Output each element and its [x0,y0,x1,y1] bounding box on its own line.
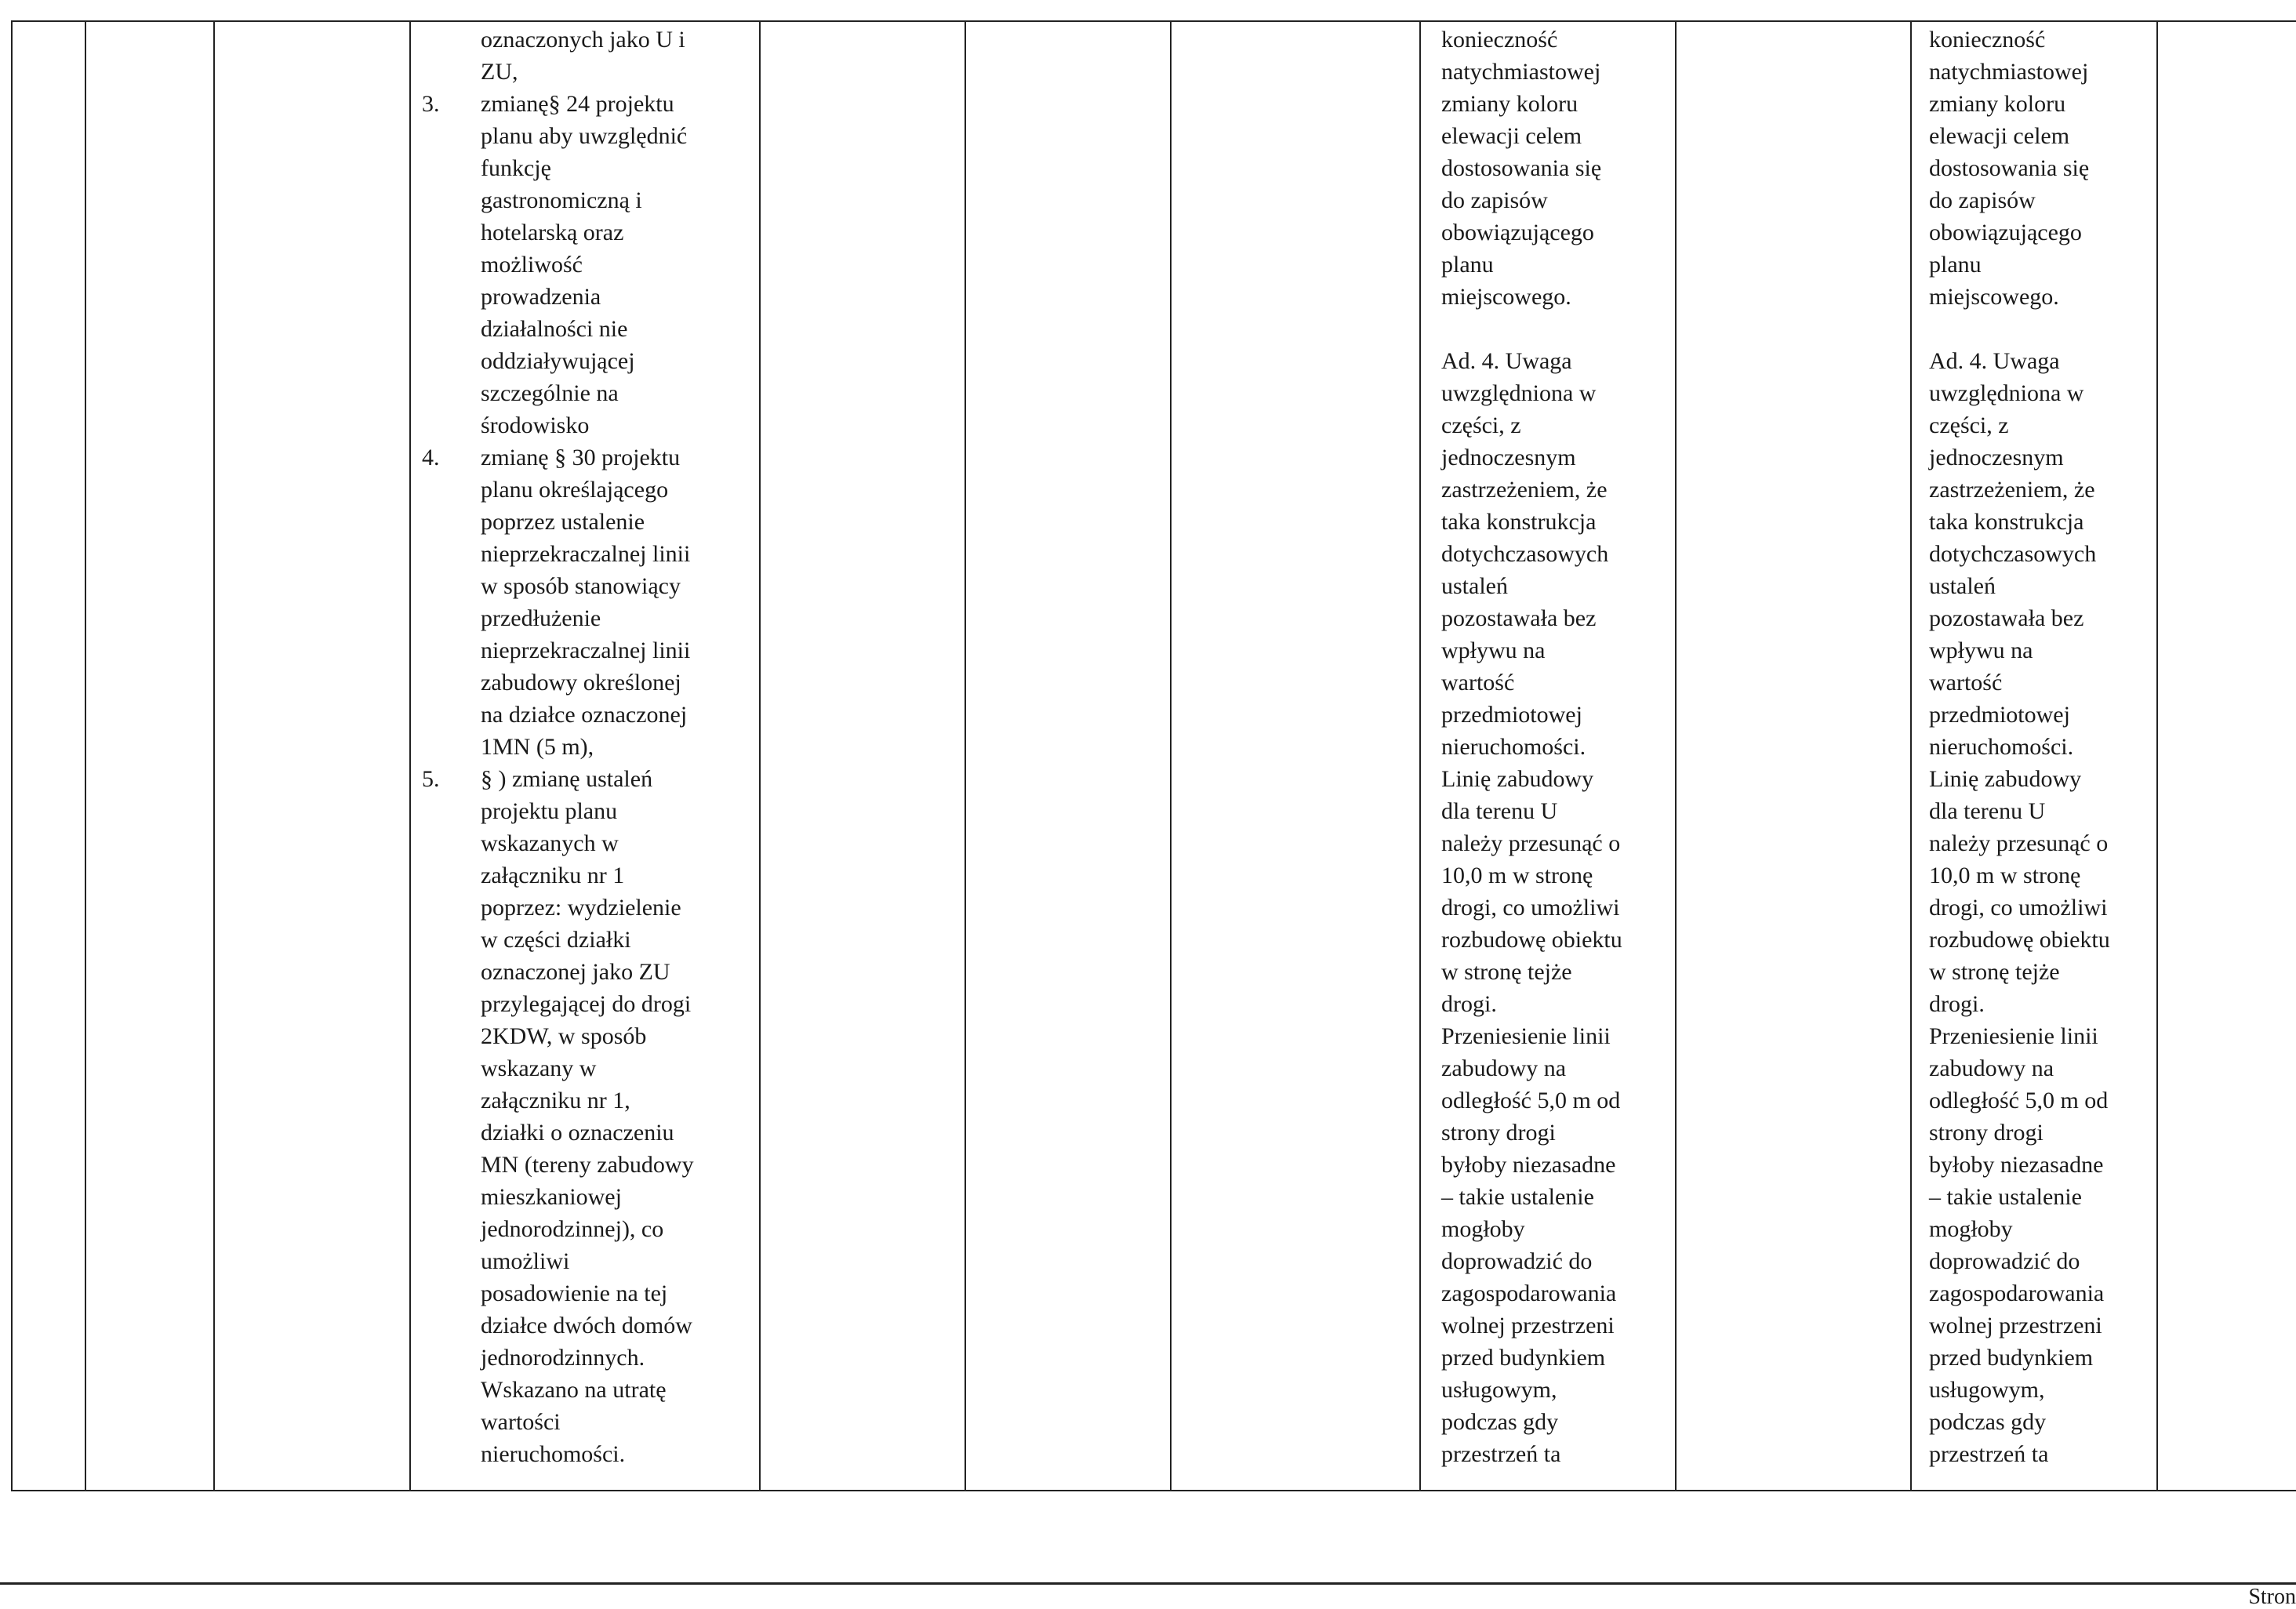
text-line: zmianę § 30 projektu [481,445,681,470]
text-line: doprowadzić do [1929,1248,2080,1274]
text-line: przylegającej do drogi [481,991,692,1017]
text-line: wolnej przestrzeni [1929,1313,2102,1338]
text-line: wskazanych w [481,830,619,856]
text-line: 10,0 m w stronę [1441,863,1593,888]
paragraph-gap [1441,313,1675,345]
text-line: nieruchomości. [1441,734,1586,760]
text-line: oznaczonej jako ZU [481,959,670,985]
text-line: w sposób stanowiący [481,573,681,599]
text-line: do zapisów [1441,187,1548,213]
text-line: pozostawała bez [1929,605,2084,631]
text-line: w stronę tejże [1441,959,1572,985]
text-line: dostosowania się [1441,155,1602,181]
text-line: doprowadzić do [1441,1248,1593,1274]
text-line: funkcję [481,155,551,181]
text-line: pozostawała bez [1441,605,1597,631]
text-line: obowiązującego [1441,220,1594,245]
text-line: jednorodzinnych. [481,1345,645,1371]
text-line: przedmiotowej [1929,702,2070,728]
text-line: 10,0 m w stronę [1929,863,2081,888]
text-line: natychmiastowej [1441,59,1601,85]
text-line: załączniku nr 1 [481,863,625,888]
text-line: planu [1441,252,1494,278]
text-line: Wskazano na utratę [481,1377,667,1403]
text-line: drogi. [1441,991,1497,1017]
text-line: jednoczesnym [1441,445,1576,470]
text-line: Przeniesienie linii [1929,1023,2098,1049]
text-line: strony drogi [1441,1120,1556,1146]
text-line: zastrzeżeniem, że [1441,477,1608,503]
paragraph-gap [1929,313,2156,345]
text-line: Ad. 4. Uwaga [1441,348,1572,374]
text-line: konieczność [1929,27,2046,53]
text-line: Ad. 4. Uwaga [1929,348,2060,374]
text-line: poprzez ustalenie [481,509,645,535]
text-line: dostosowania się [1929,155,2090,181]
text-line: usługowym, [1441,1377,1557,1403]
text-line: konieczność [1441,27,1558,53]
text-line: zabudowy na [1441,1055,1567,1081]
text-line: Linię zabudowy [1929,766,2082,792]
column-border [1419,20,1421,1491]
text-line: mieszkaniowej [481,1184,622,1210]
text-line: uwzględniona w [1441,380,1597,406]
text-line: byłoby niezasadne [1929,1152,2104,1178]
text-line: przed budynkiem [1929,1345,2094,1371]
text-line: do zapisów [1929,187,2036,213]
text-line: poprzez: wydzielenie [481,895,681,921]
text-line: działalności nie [481,316,628,342]
text-line: ustaleń [1929,573,1996,599]
text-line: zabudowy na [1929,1055,2054,1081]
text-line: drogi, co umożliwi [1441,895,1620,921]
text-line: nieprzekraczalnej linii [481,637,691,663]
text-line: usługowym, [1929,1377,2045,1403]
text-line: środowisko [481,412,590,438]
text-line: uwzględniona w [1929,380,2084,406]
text-line: planu [1929,252,1982,278]
text-line: zastrzeżeniem, że [1929,477,2095,503]
list-item [422,88,759,441]
text-line: nieruchomości. [481,1441,626,1467]
text-line: projektu planu [481,798,618,824]
text-line: miejscowego. [1929,284,2059,310]
text-line: wpływu na [1929,637,2033,663]
text-line: należy przesunąć o [1929,830,2109,856]
text-line: miejscowego. [1441,284,1571,310]
text-line: załączniku nr 1, [481,1088,630,1113]
text-line: planu aby uwzględnić [481,123,688,149]
text-line: planu określającego [481,477,669,503]
list-number: 3. [422,91,440,117]
council-resolution-justification-cell [1929,24,2156,1470]
text-line: taka konstrukcja [1441,509,1597,535]
text-line: – takie ustalenie [1441,1184,1594,1210]
text-line: gastronomiczną i [481,187,642,213]
table-bottom-border [11,1490,2296,1491]
list-item [422,763,759,1470]
text-line: hotelarską oraz [481,220,624,245]
text-line: szczególnie na [481,380,619,406]
text-line: strony drogi [1929,1120,2044,1146]
text-line: byłoby niezasadne [1441,1152,1616,1178]
column-border [1675,20,1677,1491]
text-line: taka konstrukcja [1929,509,2084,535]
text-line: dla terenu U [1441,798,1558,824]
text-line: części, z [1929,412,2009,438]
text-line: przed budynkiem [1441,1345,1606,1371]
text-line: rozbudowę obiektu [1929,927,2110,953]
text-line: podczas gdy [1929,1409,2047,1435]
text-line: 2KDW, w sposób [481,1023,647,1049]
text-line: drogi. [1929,991,1985,1017]
resolution-justification-cell [1441,24,1675,1470]
remarks-list [422,88,759,1470]
text-line: działce dwóch domów [481,1313,692,1338]
column-border [759,20,761,1491]
text-line: przestrzeń ta [1929,1441,2049,1467]
text-line: posadowienie na tej [481,1280,668,1306]
text-line: 1MN (5 m), [481,734,594,760]
page-footer-label: Stron [2248,1585,2296,1609]
text-line: wartości [481,1409,561,1435]
text-line: nieprzekraczalnej linii [481,541,691,567]
list-number: 5. [422,766,440,792]
text-line: drogi, co umożliwi [1929,895,2108,921]
text-line: wskazany w [481,1055,597,1081]
column-border [11,20,13,1491]
text-line: dla terenu U [1929,798,2046,824]
text-line: MN (tereny zabudowy [481,1152,694,1178]
text-line: przestrzeń ta [1441,1441,1561,1467]
text-line: odległość 5,0 m od [1441,1088,1621,1113]
text-line: podczas gdy [1441,1409,1559,1435]
remarks-content-cell [422,24,759,1470]
text-line: oznaczonych jako U i [481,27,685,53]
text-line: dotychczasowych [1441,541,1609,567]
text-line: nieruchomości. [1929,734,2074,760]
text-line: obowiązującego [1929,220,2082,245]
column-border [965,20,966,1491]
text-line: oddziaływującej [481,348,635,374]
column-border [1910,20,1912,1491]
text-line: dotychczasowych [1929,541,2097,567]
text-line: jednorodzinnej), co [481,1216,664,1242]
table-top-border [11,20,2296,22]
text-line: Przeniesienie linii [1441,1023,1611,1049]
text-line: natychmiastowej [1929,59,2089,85]
text-line: zagospodarowania [1929,1280,2105,1306]
text-line: mogłoby [1441,1216,1525,1242]
text-line: przedmiotowej [1441,702,1582,728]
text-line: możliwość [481,252,583,278]
text-line: przedłużenie [481,605,601,631]
text-line: Linię zabudowy [1441,766,1594,792]
text-line: ZU, [481,59,518,85]
text-line: zmianę§ 24 projektu [481,91,674,117]
text-line: elewacji celem [1441,123,1582,149]
text-line: wartość [1929,670,2003,696]
text-line: rozbudowę obiektu [1441,927,1622,953]
list-item [422,441,759,763]
column-border [409,20,411,1491]
column-border [85,20,86,1491]
text-line: zmiany koloru [1441,91,1578,117]
text-line: umożliwi [481,1248,570,1274]
text-line: wpływu na [1441,637,1546,663]
text-line: wartość [1441,670,1515,696]
list-number: 4. [422,445,440,470]
text-line: w części działki [481,927,631,953]
footer-rule [0,1582,2296,1585]
text-line: odległość 5,0 m od [1929,1088,2109,1113]
text-line: zmiany koloru [1929,91,2066,117]
text-line: zagospodarowania [1441,1280,1617,1306]
text-line: mogłoby [1929,1216,2013,1242]
text-line: części, z [1441,412,1521,438]
text-line: § ) zmianę ustaleń [481,766,653,792]
text-line: elewacji celem [1929,123,2070,149]
text-line: wolnej przestrzeni [1441,1313,1615,1338]
text-line: ustaleń [1441,573,1508,599]
column-border [2156,20,2158,1491]
text-line: – takie ustalenie [1929,1184,2082,1210]
text-line: w stronę tejże [1929,959,2060,985]
text-line: prowadzenia [481,284,601,310]
text-line: działki o oznaczeniu [481,1120,674,1146]
text-line: należy przesunąć o [1441,830,1621,856]
text-line: jednoczesnym [1929,445,2064,470]
text-line: zabudowy określonej [481,670,681,696]
column-border [213,20,215,1491]
column-border [1170,20,1172,1491]
text-line: na działce oznaczonej [481,702,688,728]
